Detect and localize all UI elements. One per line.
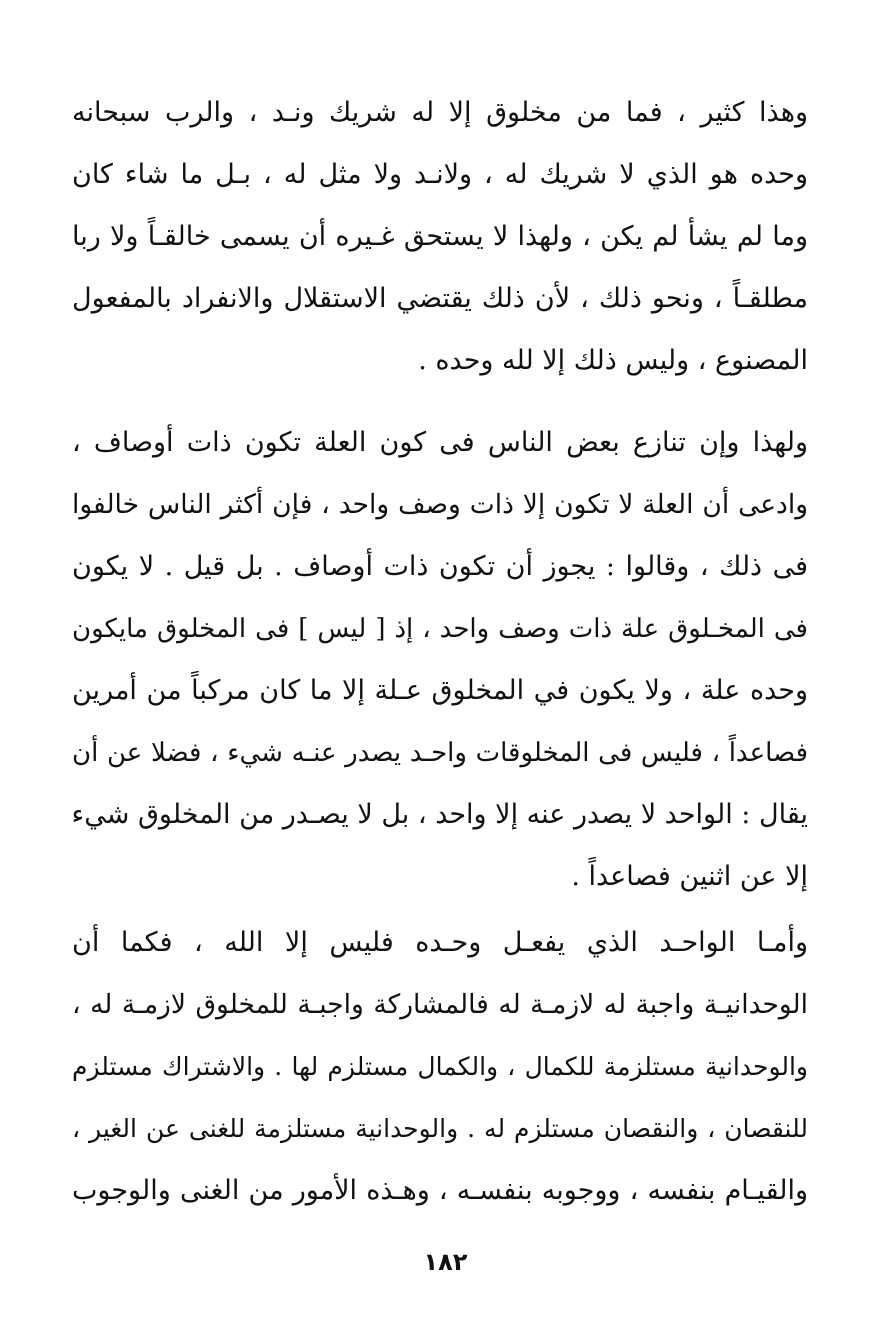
text-line: وما لم يشأ لم يكن ، ولهذا لا يستحق غـيره أن يسمى خالقـاً ولا ربا — [72, 221, 808, 252]
text-line: وحده هو الذي لا شريك له ، ولانـد ولا مثل له ، بـل ما شاء كان — [72, 159, 808, 190]
text-line: والوحدانية مستلزمة للكمال ، والكمال مستلزم لها . والاشتراك مستلزم — [72, 1052, 808, 1081]
text-line: فى المخـلوق علة ذات وصف واحد ، إذ [ ليس ] فى المخلوق مايكون — [72, 614, 808, 644]
page-number: ١٨٢ — [423, 1248, 468, 1276]
text-line: وحده علة ، ولا يكون في المخلوق عـلة إلا ما كان مركباً من أمرين — [72, 675, 808, 706]
text-line: وأمـا الواحـد الذي يفعـل وحـده فليس إلا الله ، فكما أن — [72, 927, 808, 958]
text-line: وادعى أن العلة لا تكون إلا ذات وصف واحد ، فإن أكثر الناس خالفوا — [72, 489, 808, 520]
text-line: ولهذا وإن تنازع بعض الناس فى كون العلة تكون ذات أوصاف ، — [72, 427, 808, 458]
paragraph-3 — [72, 912, 808, 1222]
text-line: الوحدانيـة واجبة له لازمـة له فالمشاركة واجبـة للمخلوق لازمـة له ، — [72, 989, 808, 1020]
text-line: فى ذلك ، وقالوا : يجوز أن تكون ذات أوصاف . بل قيل . لا يكون — [72, 551, 808, 582]
text-line: إلا عن اثنين فصاعداً . — [571, 861, 808, 892]
text-line: المصنوع ، وليس ذلك إلا لله وحده . — [418, 345, 808, 376]
text-line: وهذا كثير ، فما من مخلوق إلا له شريك ونـد ، والرب سبحانه — [72, 97, 808, 128]
text-line: مطلقـاً ، ونحو ذلك ، لأن ذلك يقتضي الاستقلال والانفراد بالمفعول — [72, 283, 808, 314]
text-line: والقيـام بنفسه ، ووجوبه بنفسـه ، وهـذه الأمور من الغنى والوجوب — [72, 1175, 808, 1206]
text-line: فصاعداً ، فليس فى المخلوقات واحـد يصدر عنـه شيء ، فضلا عن أن — [72, 738, 808, 768]
text-line: يقال : الواحد لا يصدر عنه إلا واحد ، بل لا يصـدر من المخلوق شيء — [72, 799, 808, 830]
text-line: للنقصان ، والنقصان مستلزم له . والوحدانية مستلزمة للغنى عن الغير ، — [72, 1114, 808, 1143]
paragraph-1 — [72, 82, 808, 392]
paragraph-2 — [72, 412, 808, 908]
